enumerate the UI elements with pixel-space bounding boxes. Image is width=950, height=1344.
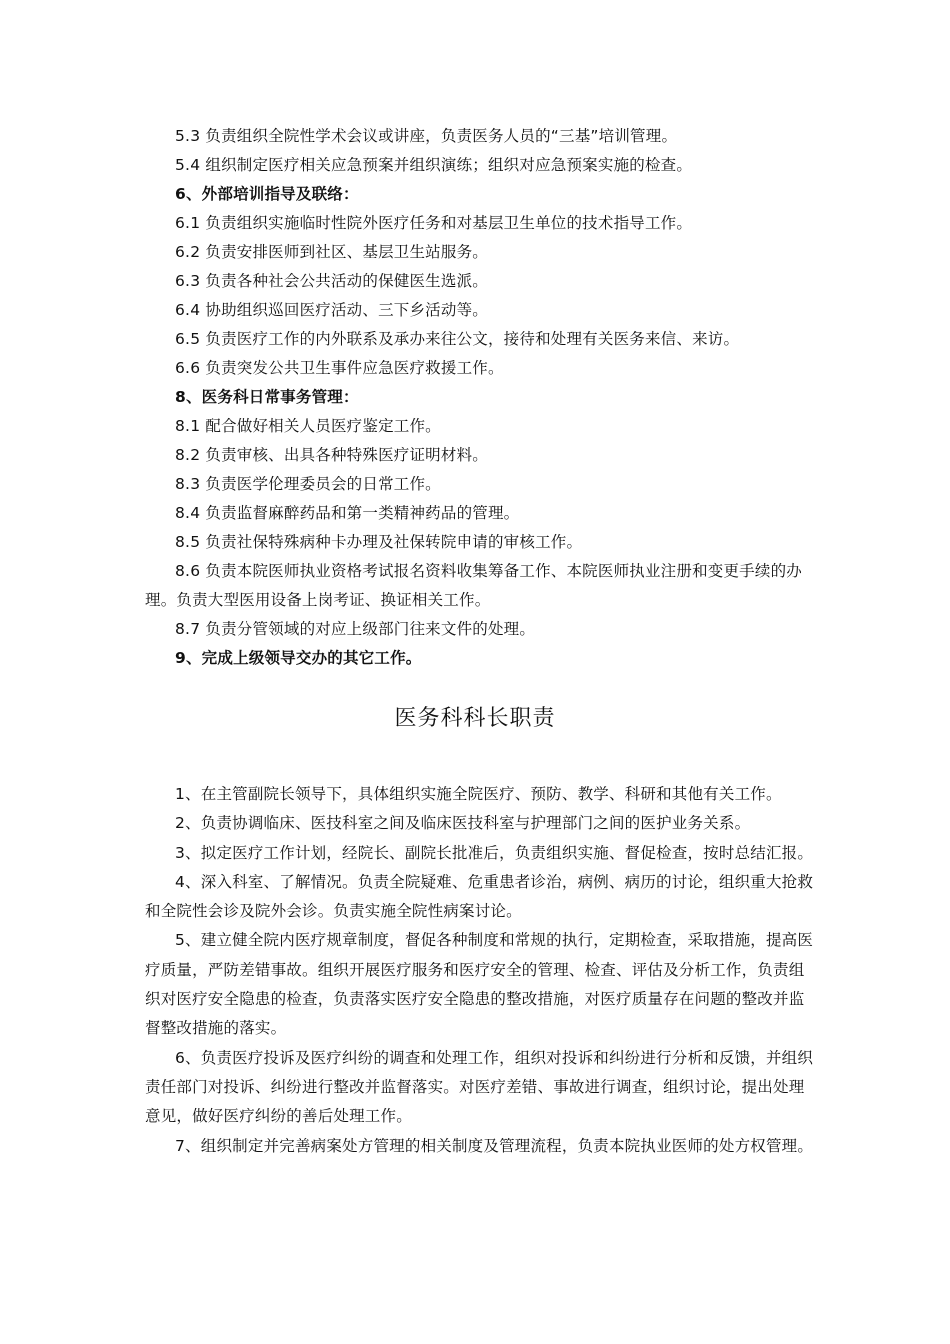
duty-item: 8.3 负责医学伦理委员会的日常工作。 xyxy=(175,475,441,493)
duty-paragraph: 3、拟定医疗工作计划，经院长、副院长批准后，负责组织实施、督促检查，按时总结汇报。 xyxy=(175,843,814,862)
duty-item: 6.6 负责突发公共卫生事件应急医疗救援工作。 xyxy=(175,359,504,377)
section-heading-8: 8、医务科日常事务管理： xyxy=(175,388,359,406)
duty-item: 6.5 负责医疗工作的内外联系及承办来往公文，接待和处理有关医务来信、来访。 xyxy=(175,330,740,348)
duties-continued-section xyxy=(145,122,817,673)
duty-item: 6.2 负责安排医师到社区、基层卫生站服务。 xyxy=(175,243,488,261)
duty-item: 6.4 协助组织巡回医疗活动、三下乡活动等。 xyxy=(175,301,488,319)
duty-item: 8.4 负责监督麻醉药品和第一类精神药品的管理。 xyxy=(175,504,520,522)
duty-paragraph: 1、在主管副院长领导下，具体组织实施全院医疗、预防、教学、科研和其他有关工作。 xyxy=(175,785,782,803)
duty-item: 6.1 负责组织实施临时性院外医疗任务和对基层卫生单位的技术指导工作。 xyxy=(175,214,693,232)
duty-item: 5.3 负责组织全院性学术会议或讲座，负责医务人员的“三基”培训管理。 xyxy=(175,127,678,145)
duty-item: 8.2 负责审核、出具各种特殊医疗证明材料。 xyxy=(175,446,488,464)
section-heading-9: 9、完成上级领导交办的其它工作。 xyxy=(175,649,422,667)
duty-paragraph: 2、负责协调临床、医技科室之间及临床医技科室与护理部门之间的医护业务关系。 xyxy=(175,814,751,833)
duty-item-8-6: 8.6 负责本院医师执业资格考试报名资料收集筹备工作、本院医师执业注册和变更手续的办理。负责大型医用设备上岗考证、换证相关工作。 xyxy=(145,562,802,609)
duty-paragraph: 5、建立健全院内医疗规章制度，督促各种制度和常规的执行，定期检查，采取措施，提高医疗质量，严防差错事故。组织开展医疗服务和医疗安全的管理、检查、评估及分析工作，负责组织对医疗安全隐患的检查，负责落实医疗安全隐患的整改措施，对医疗质量存在问题的整改并监督整改措施的落实。 xyxy=(145,931,814,1038)
duty-item-8-7: 8.7 负责分管领域的对应上级部门往来文件的处理。 xyxy=(175,620,536,638)
section-heading-6: 6、外部培训指导及联络： xyxy=(175,185,359,203)
duty-paragraph: 6、负责医疗投诉及医疗纠纷的调查和处理工作，组织对投诉和纠纷进行分析和反馈，并组织责任部门对投诉、纠纷进行整改并监督落实。对医疗差错、事故进行调查，组织讨论，提出处理意见，做好医疗纠纷的善后处理工作。 xyxy=(145,1048,814,1126)
duty-paragraph: 4、深入科室、了解情况。负责全院疑难、危重患者诊治，病例、病历的讨论，组织重大抢救和全院性会诊及院外会诊。负责实施全院性病案讨论。 xyxy=(145,872,814,921)
document-title: 医务科科长职责 xyxy=(394,706,556,731)
director-duties-section xyxy=(145,780,817,1161)
duty-item: 6.3 负责各种社会公共活动的保健医生选派。 xyxy=(175,272,488,290)
duty-item: 8.1 配合做好相关人员医疗鉴定工作。 xyxy=(175,417,441,435)
duty-paragraph: 7、组织制定并完善病案处方管理的相关制度及管理流程，负责本院执业医师的处方权管理。 xyxy=(175,1136,814,1155)
duty-item: 8.5 负责社保特殊病种卡办理及社保转院申请的审核工作。 xyxy=(175,533,583,551)
duty-item: 5.4 组织制定医疗相关应急预案并组织演练；组织对应急预案实施的检查。 xyxy=(175,156,693,174)
